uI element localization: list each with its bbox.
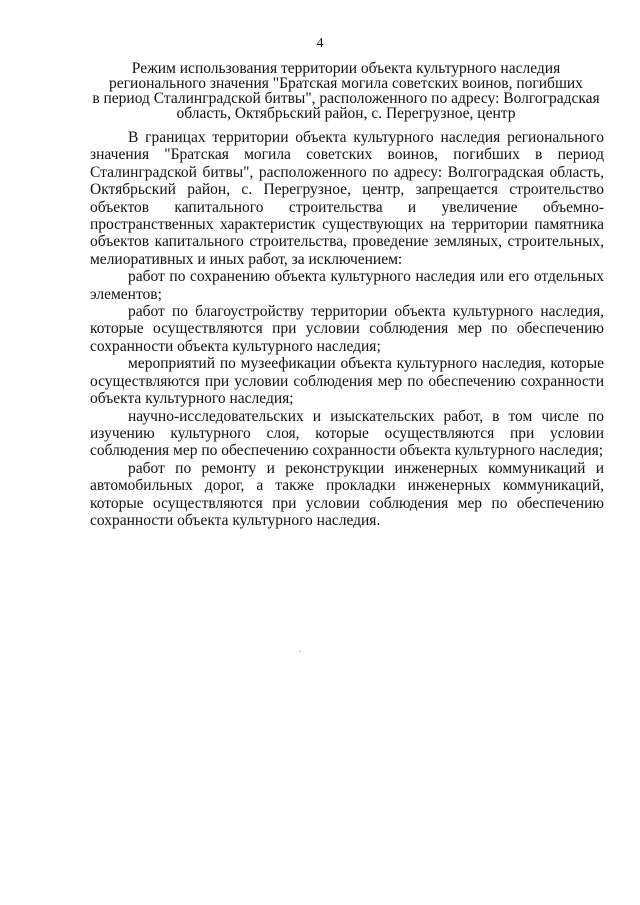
document-title	[80, 61, 612, 121]
page-number: 4	[316, 36, 324, 51]
exception-item: работ по ремонту и реконструкции инженерных коммуникаций и автомобильных дорог, а также прокладки инженерных коммуникаций, которые осуществляются при условии соблюдения мер по обеспечению сохранности объекта культурного наследия.	[90, 459, 604, 529]
scan-speck	[299, 651, 301, 652]
intro-paragraph: В границах территории объекта культурного наследия регионального значения "Братская могила советских воинов, погибших в период Сталинградской битвы", расположенного по адресу: Волгоградская область, Октябрьский район, с. Перегрузное, центр, запрещается строительство объектов капитального строительства и увеличение объемно-пространственных характеристик существующих на территории памятника объектов капитального строительства, проведение земляных, строительных, мелиоративных и иных работ, за исключением:	[90, 129, 604, 268]
exception-item: мероприятий по музеефикации объекта культурного наследия, которые осуществляются при условии соблюдения мер по обеспечению сохранности объекта культурного наследия;	[90, 355, 604, 408]
exception-item: работ по сохранению объекта культурного наследия или его отдельных элементов;	[90, 268, 604, 303]
exception-item: научно-исследовательских и изыскательских работ, в том числе по изучению культурного слоя, которые осуществляются при условии соблюдения мер по обеспечению сохранности объекта культурного наследия;	[90, 407, 604, 460]
title-line: регионального значения "Братская могила советских воинов, погибших	[109, 75, 583, 92]
title-line: в период Сталинградской битвы", расположенного по адресу: Волгоградская	[92, 90, 600, 107]
title-line: Режим использования территории объекта культурного наследия	[131, 60, 561, 77]
document-body	[90, 129, 604, 529]
title-line: область, Октябрьский район, с. Перегрузное, центр	[176, 105, 516, 122]
exception-item: работ по благоустройству территории объекта культурного наследия, которые осуществляются при условии соблюдения мер по обеспечению сохранности объекта культурного наследия;	[90, 303, 604, 355]
